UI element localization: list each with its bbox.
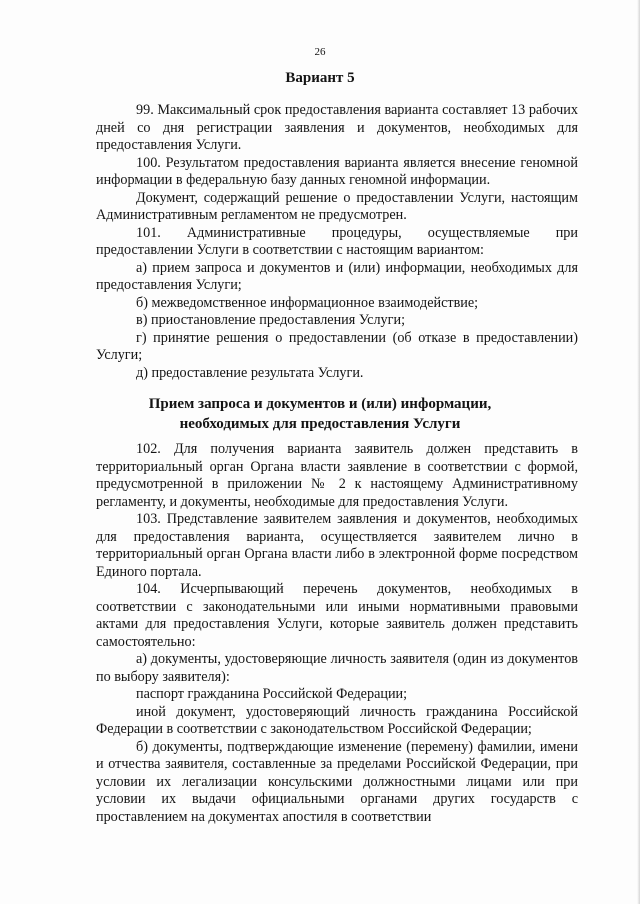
page-number: 26: [314, 46, 326, 58]
variant-title: Вариант 5: [285, 70, 355, 86]
list-item-name-change-docs: б) документы, подтверждающие изменение (перемену) фамилии, имени и отчества заявителя, составленные за пределами Российской Федерации, при условии их легализации консульскими должностными лицами или при условии их выдачи официальными органами других государств с проставлением на документах апостиля в соответствии: [96, 738, 578, 825]
paragraph-104: 104. Исчерпывающий перечень документов, необходимых в соответствии с законодательными или иными нормативными правовыми актами для предоставления Услуги, которые заявитель должен представить самостоятельно:: [96, 581, 578, 650]
paragraph-101: 101. Административные процедуры, осуществляемые при предоставлении Услуги в соответствии с настоящим вариантом:: [96, 224, 578, 258]
paragraph-102: 102. Для получения варианта заявитель должен представить в территориальный орган Органа власти заявление в соответствии с формой, предусмотренной в приложении № 2 к настоящему Административному регламенту, и документы, необходимые для предоставления Услуги.: [96, 441, 578, 510]
section-heading: [0, 394, 640, 434]
list-item-d: д) предоставление результата Услуги.: [136, 364, 364, 381]
list-item-passport: паспорт гражданина Российской Федерации;: [136, 686, 408, 702]
paragraph-99: 99. Максимальный срок предоставления варианта составляет 13 рабочих дней со дня регистрации заявления и документов, необходимых для предоставления Услуги.: [96, 102, 578, 153]
paragraph-103: 103. Представление заявителем заявления и документов, необходимых для предоставления варианта, осуществляется заявителем лично в территориальный орган Органа власти либо в электронной форме посредством Единого портала.: [96, 511, 578, 580]
paragraph-document-decision: Документ, содержащий решение о предоставлении Услуги, настоящим Административным регламентом не предусмотрен.: [96, 189, 578, 223]
list-item-b: б) межведомственное информационное взаимодействие;: [136, 294, 479, 311]
paragraph-100: 100. Результатом предоставления варианта является внесение геномной информации в федеральную базу данных геномной информации.: [96, 154, 578, 188]
list-item-a: а) прием запроса и документов и (или) информации, необходимых для предоставления Услуги;: [96, 259, 578, 293]
section-heading-line-2: необходимых для предоставления Услуги: [179, 416, 461, 432]
list-item-g: г) принятие решения о предоставлении (об отказе в предоставлении) Услуги;: [96, 329, 578, 363]
section-heading-line-1: Прием запроса и документов и (или) информации,: [148, 396, 492, 412]
list-item-other-id: иной документ, удостоверяющий личность гражданина Российской Федерации в соответствии с законодательством Российской Федерации;: [96, 703, 578, 737]
section-request-body: [96, 441, 578, 826]
list-item-identity-docs: а) документы, удостоверяющие личность заявителя (один из документов по выбору заявителя):: [96, 651, 578, 685]
section-variant-body: [96, 102, 578, 382]
list-item-v: в) приостановление предоставления Услуги;: [136, 312, 406, 328]
